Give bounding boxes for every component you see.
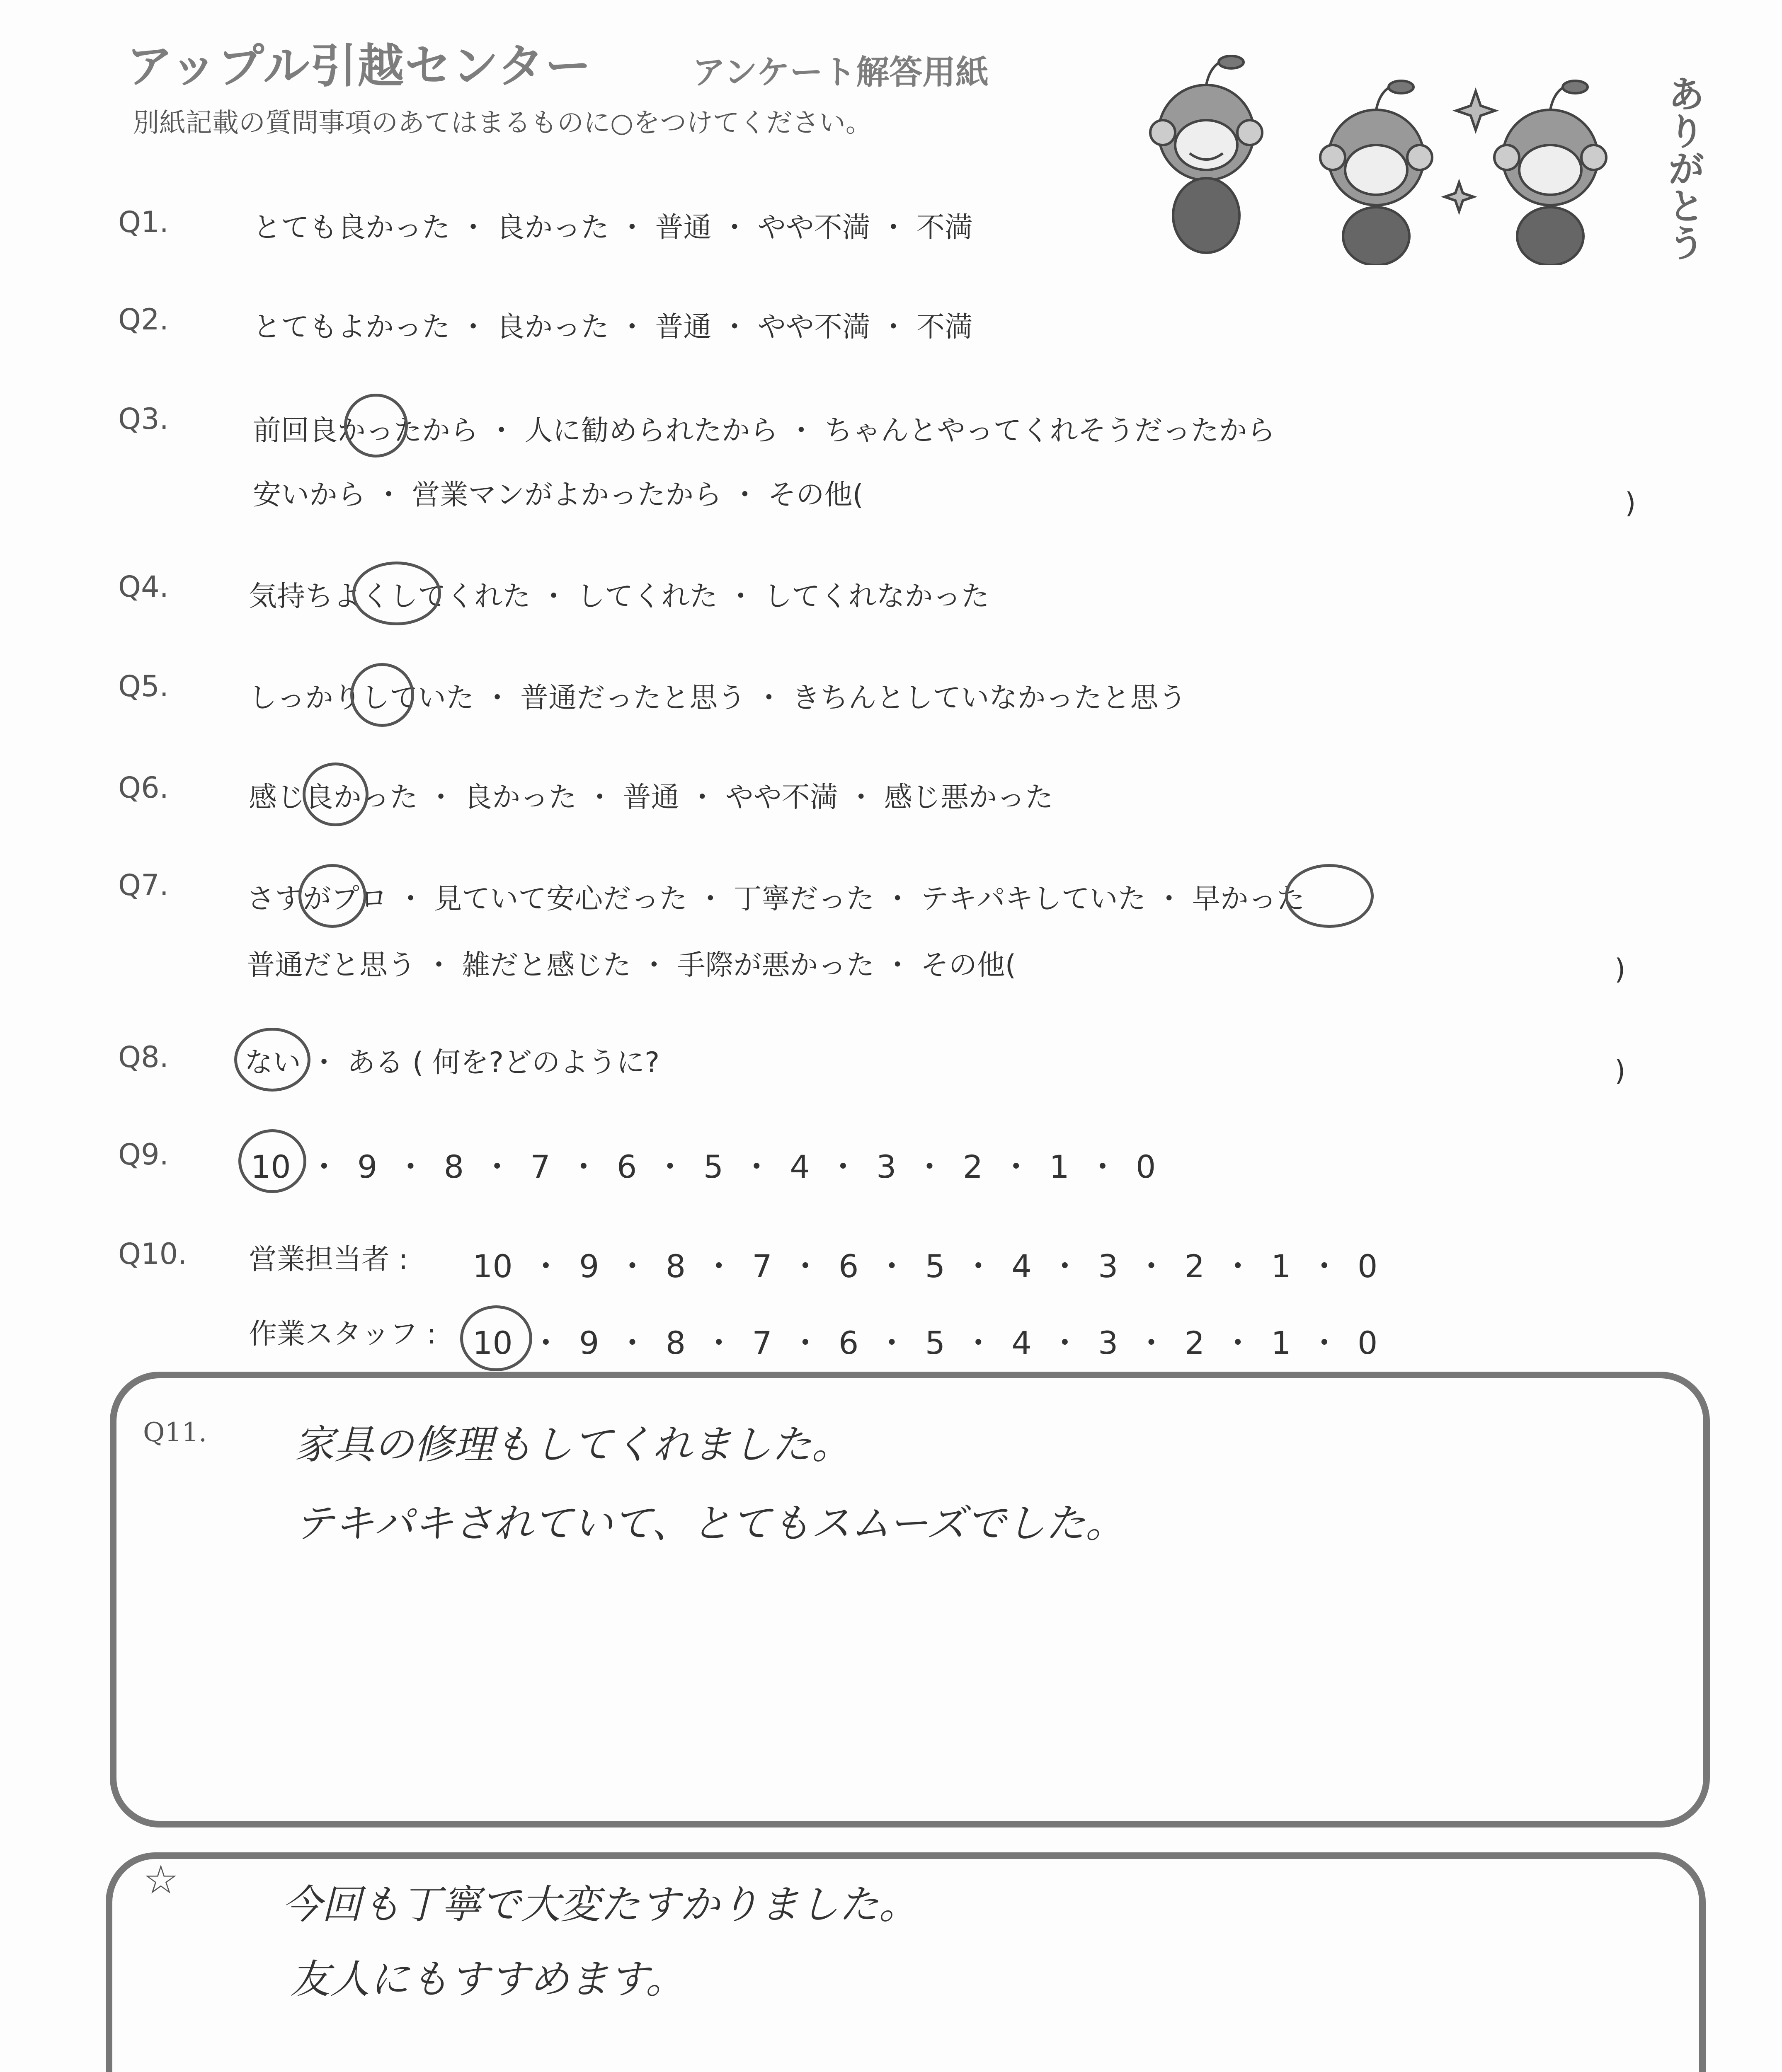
q1-label: Q1.: [118, 205, 169, 239]
q7-label: Q7.: [118, 868, 169, 902]
star-label: ☆: [143, 1857, 179, 1903]
q2-options[interactable]: とてもよかった ・ 良かった ・ 普通 ・ やや不満 ・ 不満: [253, 311, 973, 344]
q1-options[interactable]: とても良かった ・ 良かった ・ 普通 ・ やや不満 ・ 不満: [253, 211, 973, 244]
free-comment-line2: 友人にもすすめます。: [290, 1956, 686, 2002]
q8-label: Q8.: [118, 1040, 169, 1074]
q10-staff-answer-circle: [460, 1305, 532, 1371]
q8-options[interactable]: ない ・ ある ( 何を?どのように?: [245, 1046, 660, 1079]
q2-label: Q2.: [118, 303, 169, 336]
q7-options-line1[interactable]: さすがプロ ・ 見ていて安心だった ・ 丁寧だった ・ テキパキしていた ・ 早かった: [247, 883, 1305, 915]
q10-label: Q10.: [118, 1237, 187, 1271]
q9-answer-circle: [238, 1129, 306, 1193]
q7-options-line2[interactable]: 普通だと思う ・ 雑だと感じた ・ 手際が悪かった ・ その他(: [247, 949, 1016, 982]
q3-options-line1[interactable]: 前回良かったから ・ 人に勧められたから ・ ちゃんとやってくれそうだったから: [253, 414, 1275, 447]
q5-options[interactable]: しっかりしていた ・ 普通だったと思う ・ きちんとしていなかったと思う: [249, 682, 1187, 714]
q8-close-paren: ): [1615, 1055, 1626, 1087]
instruction-text: 別紙記載の質問事項のあてはまるものに○をつけてください。: [133, 108, 872, 138]
q3-answer-circle: [344, 394, 408, 457]
q10-sales-scale[interactable]: 10 ・ 9 ・ 8 ・ 7 ・ 6 ・ 5 ・ 4 ・ 3 ・ 2 ・ 1 ・ 0: [473, 1248, 1378, 1285]
mascot-caption: ありがとう: [1661, 75, 1705, 261]
q6-label: Q6.: [118, 771, 169, 805]
q4-options[interactable]: 気持ちよくしてくれた ・ してくれた ・ してくれなかった: [249, 580, 989, 613]
q4-answer-circle: [352, 562, 441, 625]
q3-label: Q3.: [118, 402, 169, 436]
monkey-mascot-left: [1150, 56, 1262, 253]
mascot-illustration: [1144, 50, 1724, 265]
q9-label: Q9.: [118, 1138, 169, 1172]
monkey-mascot-right: [1494, 81, 1606, 265]
q10-sales-label: 営業担当者 :: [249, 1243, 408, 1276]
monkey-mascot-middle: [1320, 81, 1432, 265]
q5-label: Q5.: [118, 669, 169, 703]
q11-label: Q11.: [143, 1417, 207, 1448]
q8-answer-circle: [234, 1028, 310, 1092]
q4-label: Q4.: [118, 570, 169, 604]
q7-close-paren: ): [1615, 953, 1626, 986]
form-title: アップル引越センター: [126, 39, 592, 93]
q6-answer-circle: [303, 762, 369, 826]
q10-staff-label: 作業スタッフ :: [249, 1318, 436, 1351]
q9-scale[interactable]: 10 ・ 9 ・ 8 ・ 7 ・ 6 ・ 5 ・ 4 ・ 3 ・ 2 ・ 1 ・ 0: [251, 1148, 1156, 1185]
free-comment-line1: 今回も丁寧で大変たすかりました。: [282, 1881, 919, 1928]
q5-answer-circle: [350, 663, 414, 727]
q11-comment-line2: テキパキされていて、とてもスムーズでした。: [294, 1500, 1125, 1547]
q10-staff-scale[interactable]: 10 ・ 9 ・ 8 ・ 7 ・ 6 ・ 5 ・ 4 ・ 3 ・ 2 ・ 1 ・ 0: [473, 1324, 1378, 1361]
q3-close-paren: ): [1625, 487, 1636, 520]
q7-answer-circle-2: [1285, 864, 1374, 928]
q11-comment-line1: 家具の修理もしてくれました。: [294, 1421, 851, 1468]
form-subtitle: アンケート解答用紙: [692, 53, 989, 92]
q3-options-line2[interactable]: 安いから ・ 営業マンがよかったから ・ その他(: [253, 479, 863, 511]
q6-options[interactable]: 感じ良かった ・ 良かった ・ 普通 ・ やや不満 ・ 感じ悪かった: [249, 781, 1053, 814]
q7-answer-circle-1: [298, 864, 366, 928]
